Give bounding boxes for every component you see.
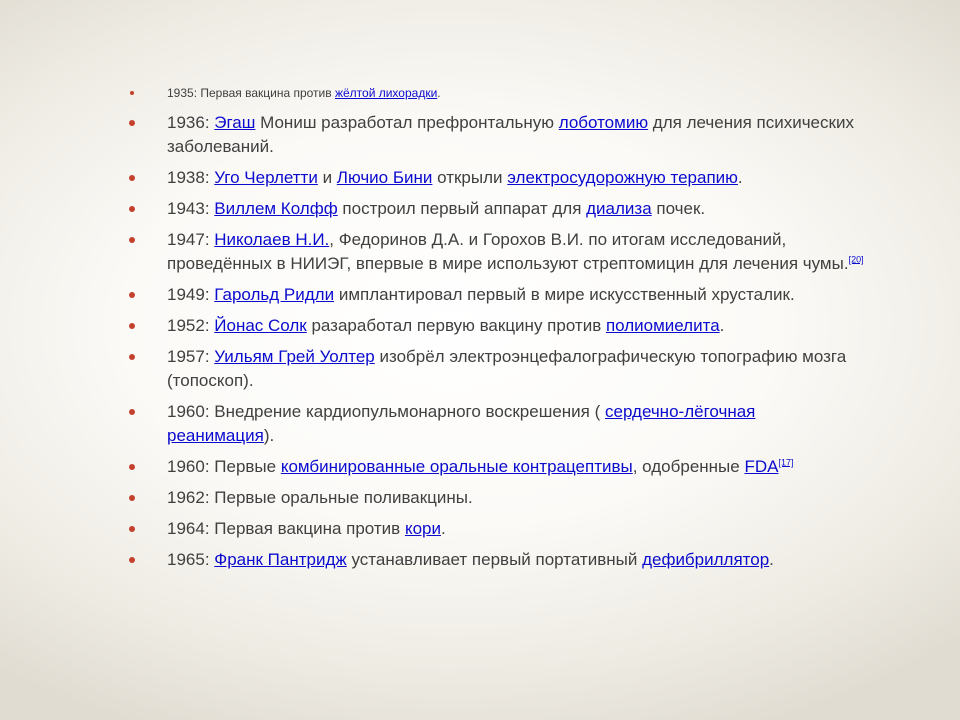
link[interactable]: Эгаш (214, 113, 256, 132)
bullet-icon (129, 354, 135, 360)
text-segment: 1965: (167, 550, 215, 569)
text-segment: изобрёл электроэнцефалографическую топографию мозга (топоскоп). (167, 347, 847, 390)
reference-link[interactable]: [17] (778, 457, 794, 468)
item-text (167, 347, 846, 390)
link[interactable]: Йонас Солк (214, 316, 307, 335)
bullet-icon (129, 557, 135, 563)
list-item (125, 197, 865, 221)
item-text (167, 316, 724, 335)
list-item (125, 84, 865, 102)
list-item (125, 548, 865, 572)
item-text (167, 230, 864, 273)
item-text (167, 457, 793, 476)
item-text (167, 402, 755, 445)
text-segment: Мониш разработал префронтальную (255, 113, 559, 132)
link[interactable]: Гарольд Ридли (214, 285, 335, 304)
bullet-icon (129, 495, 135, 501)
text-segment: построил первый аппарат для (337, 199, 587, 218)
text-segment: 1938: (167, 168, 215, 187)
link[interactable]: жёлтой лихорадки (334, 86, 438, 100)
item-text (167, 550, 774, 569)
link[interactable]: Уго Черлетти (214, 168, 318, 187)
text-segment: . (437, 86, 441, 100)
reference-sup (778, 457, 793, 467)
bullet-icon (129, 175, 135, 181)
item-text (167, 168, 743, 187)
link[interactable]: Уильям Грей Уолтер (214, 347, 375, 366)
bullet-icon (130, 91, 134, 95)
text-segment: 1960: Первые (167, 457, 281, 476)
link[interactable]: диализа (586, 199, 652, 218)
text-segment: 1964: Первая вакцина против (167, 519, 405, 538)
list-item (125, 517, 865, 541)
text-segment: 1957: (167, 347, 215, 366)
reference-sup (849, 254, 864, 264)
list-item (125, 486, 865, 510)
item-text (167, 285, 795, 304)
text-segment: 1935: Первая вакцина против (167, 86, 335, 100)
link[interactable]: кори (404, 519, 441, 538)
item-text (167, 519, 446, 538)
text-segment: . (769, 550, 774, 569)
link[interactable]: Лючио Бини (336, 168, 433, 187)
text-segment: 1952: (167, 316, 215, 335)
text-segment: 1949: (167, 285, 215, 304)
bullet-icon (129, 206, 135, 212)
bullet-icon (129, 292, 135, 298)
link[interactable]: дефибриллятор (642, 550, 770, 569)
text-segment: , Федоринов Д.А. и Горохов В.И. по итогам исследований, проведённых в НИИЭГ, впервые в мире используют стрептомицин для лечения чумы. (167, 230, 849, 273)
text-segment: имплантировал первый в мире искусственный хрусталик. (334, 285, 795, 304)
link[interactable]: Франк Пантридж (214, 550, 347, 569)
link[interactable]: электросудорожную терапию (507, 168, 738, 187)
text-segment: разаработал первую вакцину против (306, 316, 606, 335)
link[interactable]: сердечно-лёгочная реанимация (167, 402, 756, 445)
text-segment: почек. (651, 199, 706, 218)
text-segment: 1943: (167, 199, 215, 218)
list-item (125, 166, 865, 190)
text-segment: ). (263, 426, 275, 445)
link[interactable]: лоботомию (558, 113, 649, 132)
link[interactable]: полиомиелита (605, 316, 720, 335)
list-item (125, 455, 865, 479)
bullet-icon (129, 323, 135, 329)
text-segment: 1962: Первые оральные поливакцины. (167, 488, 473, 507)
bullet-icon (129, 409, 135, 415)
text-segment: и (317, 168, 337, 187)
list-item (125, 314, 865, 338)
text-segment: 1947: (167, 230, 215, 249)
text-segment: для лечения психических заболеваний. (167, 113, 854, 156)
text-segment: открыли (432, 168, 508, 187)
text-segment: . (737, 168, 743, 187)
text-segment: . (440, 519, 446, 538)
bullet-icon (129, 464, 135, 470)
text-segment: 1960: Внедрение кардиопульмонарного воскрешения ( (167, 402, 605, 421)
timeline-list (125, 84, 865, 579)
list-item (125, 400, 865, 448)
list-item (125, 228, 865, 276)
bullet-icon (129, 120, 135, 126)
link[interactable]: комбинированные оральные контрацептивы (280, 457, 633, 476)
list-item (125, 345, 865, 393)
item-text (167, 86, 441, 100)
link[interactable]: Виллем Колфф (214, 199, 338, 218)
link[interactable]: FDA (744, 457, 779, 476)
item-text (167, 199, 705, 218)
bullet-icon (129, 526, 135, 532)
link[interactable]: Николаев Н.И. (214, 230, 330, 249)
list-item (125, 283, 865, 307)
reference-link[interactable]: [20] (848, 254, 864, 265)
bullet-icon (129, 237, 135, 243)
text-segment: устанавливает первый портативный (346, 550, 643, 569)
list-item (125, 111, 865, 159)
item-text (167, 488, 473, 507)
text-segment: , одобренные (632, 457, 745, 476)
text-segment: . (719, 316, 725, 335)
item-text (167, 113, 854, 156)
text-segment: 1936: (167, 113, 215, 132)
